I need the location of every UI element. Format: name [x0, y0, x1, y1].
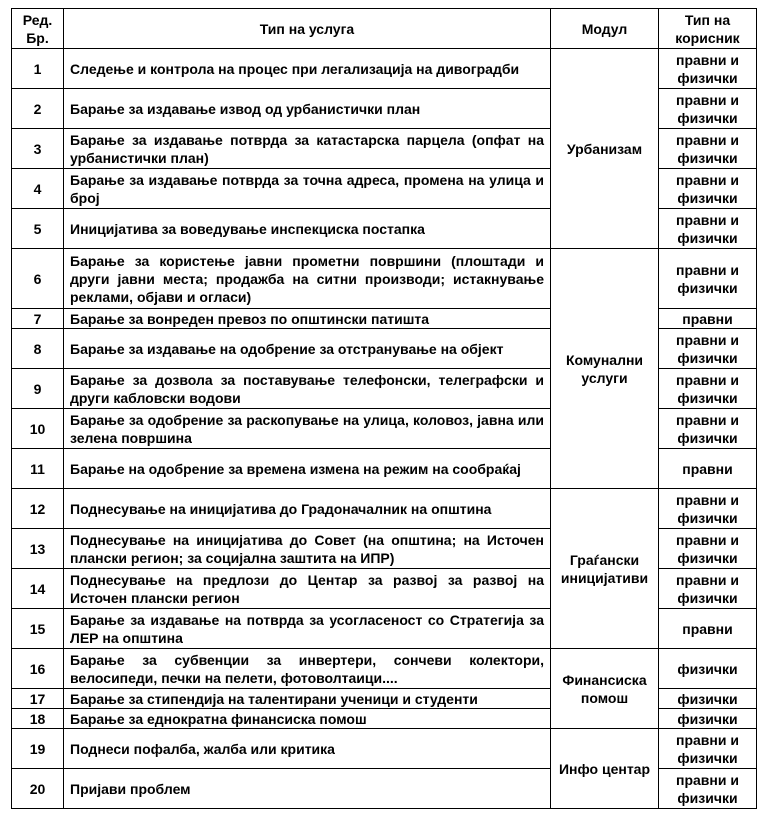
user-type-cell: правни и физички [659, 489, 757, 529]
table-row [12, 649, 757, 689]
service-cell: Барање за издавање потврда за точна адреса, промена на улица и број [64, 169, 551, 209]
service-cell: Барање за дозвола за поставување телефонски, телеграфски и други кабловски водови [64, 369, 551, 409]
service-cell: Барање за субвенции за инвертери, сончеви колектори, велосипеди, печки на пелети, фотоволтаици.... [64, 649, 551, 689]
header-row [12, 9, 757, 49]
service-cell: Поднесување на предлози до Центар за развој за развој на Источен плански регион [64, 569, 551, 609]
user-type-cell: правни и физички [659, 169, 757, 209]
user-type-cell: правни и физички [659, 569, 757, 609]
service-cell: Следење и контрола на процес при легализација на дивоградби [64, 49, 551, 89]
user-type-cell: правни и физички [659, 129, 757, 169]
service-cell: Пријави проблем [64, 769, 551, 809]
user-type-cell: правни и физички [659, 89, 757, 129]
row-number: 6 [12, 249, 64, 309]
row-number: 9 [12, 369, 64, 409]
service-cell: Барање за издавање извод од урбанистички план [64, 89, 551, 129]
header-user-type: Тип на корисник [659, 9, 757, 49]
row-number: 8 [12, 329, 64, 369]
service-cell: Поднесување на иницијатива до Совет (на општина; на Источен плански регион; за социјална заштита на ИПР) [64, 529, 551, 569]
row-number: 19 [12, 729, 64, 769]
service-cell: Барање за одобрение за раскопување на улица, коловоз, јавна или зелена површина [64, 409, 551, 449]
row-number: 4 [12, 169, 64, 209]
service-cell: Барање за издавање потврда за катастарска парцела (опфат на урбанистички план) [64, 129, 551, 169]
header-service-type: Тип на услуга [64, 9, 551, 49]
services-table [11, 8, 757, 809]
user-type-cell: физички [659, 649, 757, 689]
service-cell: Поднеси пофалба, жалба или критика [64, 729, 551, 769]
module-cell-financial-aid: Финансиска помош [551, 649, 659, 729]
table-row [12, 249, 757, 309]
header-number: Ред. Бр. [12, 9, 64, 49]
table-row [12, 729, 757, 769]
service-cell: Поднесување на иницијатива до Градоначалник на општина [64, 489, 551, 529]
user-type-cell: правни и физички [659, 409, 757, 449]
row-number: 10 [12, 409, 64, 449]
user-type-cell: физички [659, 689, 757, 709]
row-number: 3 [12, 129, 64, 169]
module-cell-civic-initiatives: Граѓански иницијативи [551, 489, 659, 649]
row-number: 17 [12, 689, 64, 709]
row-number: 1 [12, 49, 64, 89]
user-type-cell: правни и физички [659, 209, 757, 249]
user-type-cell: правни и физички [659, 369, 757, 409]
header-module: Модул [551, 9, 659, 49]
service-cell: Барање за користење јавни прометни површини (плоштади и други јавни места; продажба на ситни производи; истакнување реклами, објави и огласи) [64, 249, 551, 309]
row-number: 15 [12, 609, 64, 649]
row-number: 16 [12, 649, 64, 689]
service-cell: Барање за стипендија на талентирани ученици и студенти [64, 689, 551, 709]
module-cell-urbanism: Урбанизам [551, 49, 659, 249]
user-type-cell: правни и физички [659, 529, 757, 569]
user-type-cell: правни и физички [659, 249, 757, 309]
service-cell: Барање за издавање на одобрение за отстранување на објект [64, 329, 551, 369]
module-cell-communal-services: Комунални услуги [551, 249, 659, 489]
service-cell: Барање за издавање на потврда за усогласеност со Стратегија за ЛЕР на општина [64, 609, 551, 649]
user-type-cell: правни и физички [659, 729, 757, 769]
user-type-cell: физички [659, 709, 757, 729]
row-number: 7 [12, 309, 64, 329]
user-type-cell: правни и физички [659, 329, 757, 369]
row-number: 5 [12, 209, 64, 249]
row-number: 14 [12, 569, 64, 609]
row-number: 12 [12, 489, 64, 529]
table-row [12, 489, 757, 529]
user-type-cell: правни [659, 449, 757, 489]
service-cell: Иницијатива за воведување инспекциска постапка [64, 209, 551, 249]
module-cell-info-center: Инфо центар [551, 729, 659, 809]
service-cell: Барање за вонреден превоз по општински патишта [64, 309, 551, 329]
table-row [12, 49, 757, 89]
service-cell: Барање на одобрение за времена измена на режим на сообраќај [64, 449, 551, 489]
row-number: 18 [12, 709, 64, 729]
row-number: 13 [12, 529, 64, 569]
service-cell: Барање за еднократна финансиска помош [64, 709, 551, 729]
user-type-cell: правни [659, 309, 757, 329]
row-number: 11 [12, 449, 64, 489]
row-number: 2 [12, 89, 64, 129]
row-number: 20 [12, 769, 64, 809]
user-type-cell: правни и физички [659, 49, 757, 89]
user-type-cell: правни и физички [659, 769, 757, 809]
user-type-cell: правни [659, 609, 757, 649]
